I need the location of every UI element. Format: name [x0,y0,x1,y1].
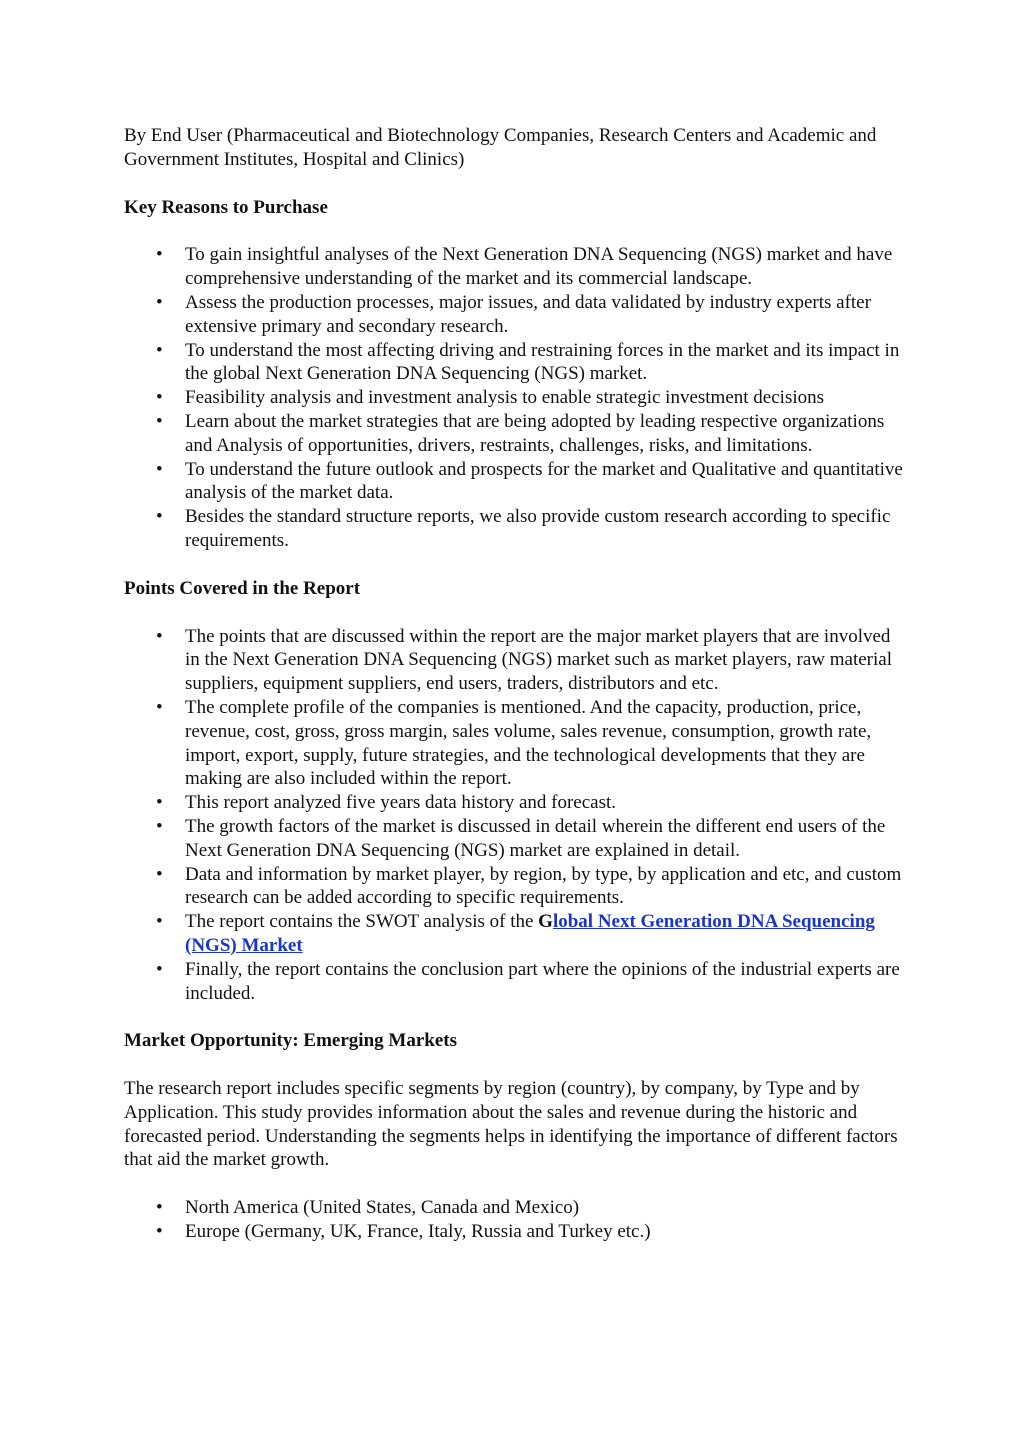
end-user-paragraph: By End User (Pharmaceutical and Biotechnology Companies, Research Centers and Academic and Government Institutes, Hospital and Clinics) [124,125,877,170]
swot-list-item [124,910,904,958]
list-item: • Assess the production processes, major issues, and data validated by industry experts after extensive primary and secondary research. [124,291,904,339]
list-item: • The growth factors of the market is discussed in detail wherein the different end users of the Next Generation DNA Sequencing (NGS) market are explained in detail. [124,815,904,863]
list-item: • Learn about the market strategies that are being adopted by leading respective organizations and Analysis of opportunities, drivers, restraints, challenges, risks, and limitations. [124,410,904,458]
list-item: • Europe (Germany, UK, France, Italy, Russia and Turkey etc.) [124,1220,904,1244]
market-opportunity-paragraph: The research report includes specific segments by region (country), by company, by Type and by Application. This study provides information about the sales and revenue during the historic and forecasted period. Understanding the segments helps in identifying the importance of different factors that aid the market growth. [124,1078,898,1171]
points-covered-heading: Points Covered in the Report [124,577,361,599]
list-item: • To understand the most affecting driving and restraining forces in the market and its impact in the global Next Generation DNA Sequencing (NGS) market. [124,339,904,387]
list-item: • North America (United States, Canada and Mexico) [124,1196,904,1220]
list-item: • Data and information by market player, by region, by type, by application and etc, and custom research can be added according to specific requirements. [124,863,904,911]
list-item: • To understand the future outlook and prospects for the market and Qualitative and quantitative analysis of the market data. [124,458,904,506]
list-item: • To gain insightful analyses of the Next Generation DNA Sequencing (NGS) market and have comprehensive understanding of the market and its commercial landscape. [124,243,904,291]
list-item: • Besides the standard structure reports, we also provide custom research according to specific requirements. [124,505,904,553]
key-reasons-heading: Key Reasons to Purchase [124,196,328,218]
list-item: • Finally, the report contains the conclusion part where the opinions of the industrial experts are included. [124,958,904,1006]
points-covered-list [124,625,904,1006]
market-opportunity-heading: Market Opportunity: Emerging Markets [124,1030,457,1052]
document-body [124,124,904,1268]
swot-link-prefix: G [538,911,553,933]
list-item: • The complete profile of the companies is mentioned. And the capacity, production, price, revenue, cost, gross, gross margin, sales volume, sales revenue, consumption, growth rate, import, export, supply, future strategies, and the technological developments that they are making are also included within the report. [124,696,904,791]
key-reasons-list [124,243,904,552]
list-item: • The points that are discussed within the report are the major market players that are involved in the Next Generation DNA Sequencing (NGS) market such as market players, raw material suppliers, equipment suppliers, end users, traders, distributors and etc. [124,625,904,696]
swot-item-text: The report contains the SWOT analysis of the [185,911,539,933]
list-item: • Feasibility analysis and investment analysis to enable strategic investment decisions [124,386,904,410]
regions-list [124,1196,904,1244]
list-item: • This report analyzed five years data history and forecast. [124,791,904,815]
global-ngs-market-link[interactable]: lobal Next Generation DNA Sequencing (NGS) Market [185,911,875,956]
